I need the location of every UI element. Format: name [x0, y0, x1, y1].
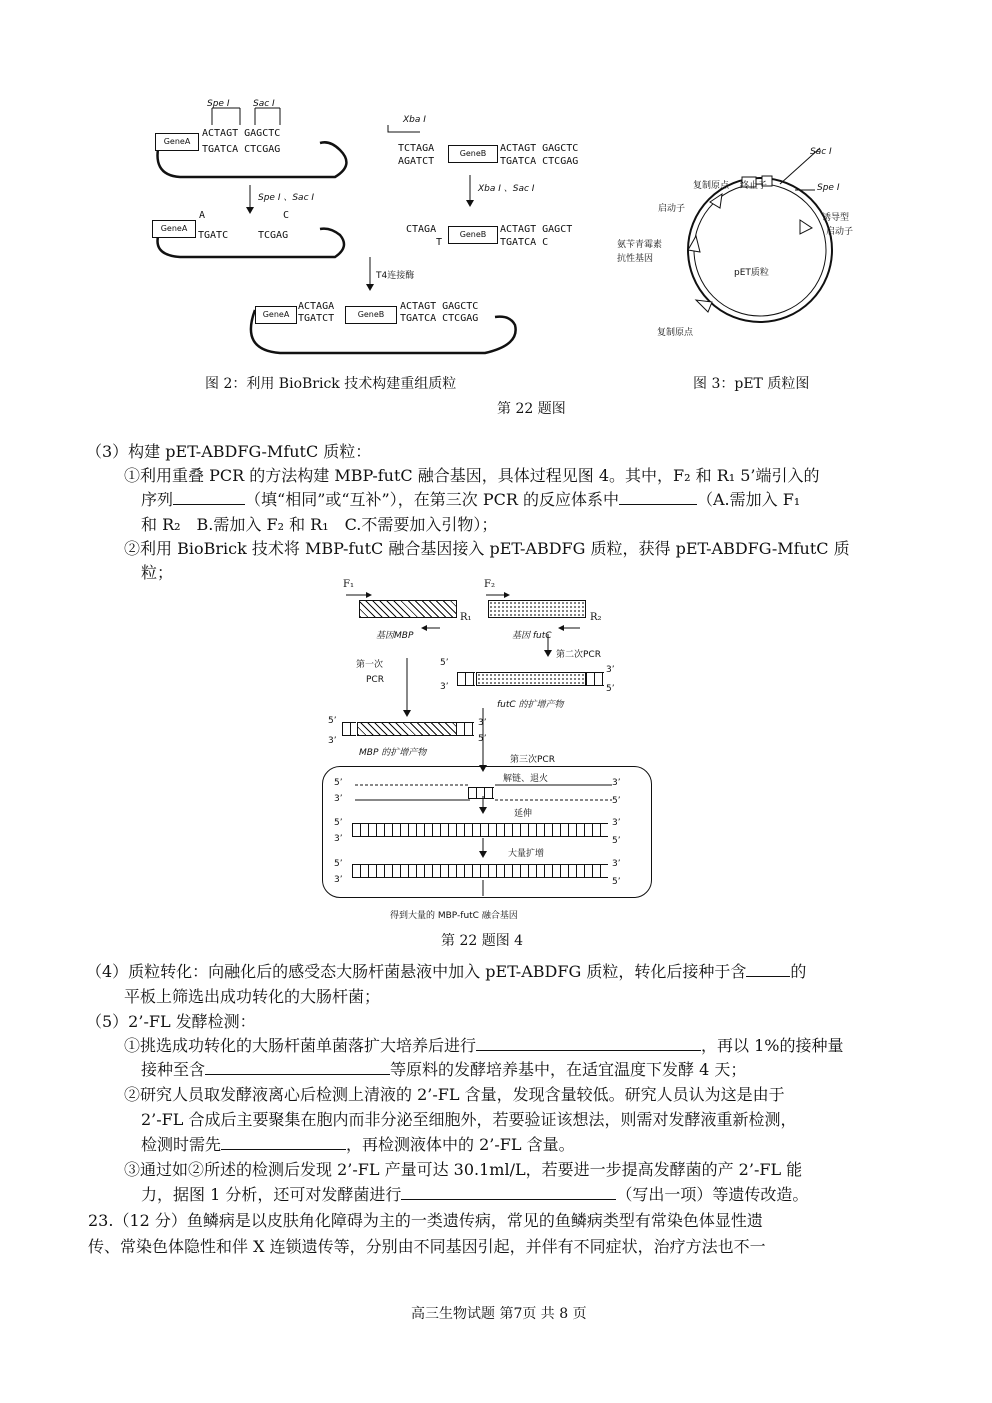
seq-b-left-bot: AGATCT: [398, 156, 435, 167]
gene-mbp-bar: [359, 600, 457, 618]
q5-blank-3[interactable]: [221, 1135, 346, 1150]
f2-label: F₂: [484, 579, 495, 590]
cut-b-left-top: CTAGA: [406, 224, 437, 235]
futc-3p-b: 3’: [440, 682, 449, 692]
pcr3-label: 第三次PCR: [510, 755, 555, 765]
s2-5p-b: 5’: [612, 836, 621, 846]
q3-l2b: （填“相同”或“互补”），在第三次 PCR 的反应体系中: [245, 490, 619, 509]
q3-l2c: （A.需加入 F₁: [696, 490, 801, 509]
gene-b-box: GeneB: [448, 145, 498, 163]
q5-l7b: （写出一项）等遗传改造。: [616, 1185, 809, 1204]
s3-3p-b: 3’: [334, 875, 343, 885]
spe-label: Spe Ⅰ: [207, 99, 230, 109]
gene-futc-label: 基因 futC: [512, 631, 552, 641]
step-extend: 延伸: [514, 809, 533, 819]
q5-line-1: [124, 1035, 844, 1057]
q5-l7a: 力，据图 1 分析，还可对发酵菌进行: [141, 1185, 402, 1204]
step-amplify: 大量扩增: [508, 849, 545, 859]
cut-a-top-left: A: [199, 210, 206, 221]
fig3-amp-1: 氨苄青霉素: [617, 240, 663, 250]
q4-line-1: [86, 961, 806, 983]
pcr1-label-b: PCR: [366, 675, 384, 685]
q4-blank[interactable]: [746, 962, 790, 977]
arrow-a-enzymes: Spe Ⅰ 、Sac Ⅰ: [258, 193, 315, 203]
s1-5p-b: 5’: [612, 796, 621, 806]
fig4-result: 得到大量的 MBP-futC 融合基因: [390, 911, 518, 921]
q3-line-2: [141, 489, 800, 511]
rec-gene-b-box: GeneB: [345, 306, 397, 324]
q3-line-3: 和 R₂ B.需加入 F₂ 和 R₁ C.不需要加入引物）；: [141, 515, 498, 534]
q5-blank-4[interactable]: [401, 1185, 616, 1200]
s1-3p: 3’: [612, 778, 621, 788]
q23-line-2: 传、常染色体隐性和伴 X 连锁遗传等，分别由不同基因引起，并伴有不同症状，治疗方法也不一: [88, 1237, 766, 1256]
figure-4-caption: 第 22 题图 4: [441, 933, 524, 949]
gene-a-box: GeneA: [155, 133, 199, 151]
futc-3p: 3’: [606, 665, 615, 675]
rec-right-top: ACTAGT GAGCTC: [400, 301, 479, 312]
amplified-duplex: [352, 864, 608, 878]
seq-b-right-bot: TGATCA CTCGAG: [500, 156, 579, 167]
mbp-3p: 3’: [328, 736, 337, 746]
q3-l2a: 序列: [141, 490, 174, 509]
seq-a-top: ACTAGT GAGCTC: [202, 128, 281, 139]
q3-line-1: ①利用重叠 PCR 的方法构建 MBP-futC 融合基因，具体过程见图 4。其中，F₂ 和 R₁ 5’端引入的: [124, 466, 820, 485]
mbp-5p: 5’: [328, 716, 337, 726]
r1-label: R₁: [460, 612, 472, 623]
q3-head: （3）构建 pET-ABDFG-MfutC 质粒：: [86, 442, 372, 461]
fig3-sac: Sac Ⅰ: [810, 147, 832, 157]
q23-line-1: 23.（12 分）鱼鳞病是以皮肤角化障碍为主的一类遗传病，常见的鱼鳞病类型有常染色体显性遗: [88, 1211, 763, 1230]
fig3-inducible-2: 启动子: [826, 227, 854, 237]
fig3-terminator: 终止子: [740, 181, 768, 191]
f1-label: F₁: [343, 579, 354, 590]
q5-line-4: 2’-FL 合成后主要聚集在胞内而非分泌至细胞外，若要验证该想法，则需对发酵液重新检测，: [141, 1110, 797, 1129]
mbp-product-bar: [357, 722, 457, 736]
futc-overlap: [457, 672, 475, 686]
q5-line-6: ③通过如②所述的检测后发现 2’-FL 产量可达 30.1ml/L，若要进一步提高发酵菌的产 2’-FL 能: [124, 1160, 803, 1179]
cut-b-left-bot: T: [436, 237, 443, 248]
mbp-start: [342, 722, 356, 736]
cut-a-bot-left: TGATC: [198, 230, 229, 241]
mbp-product-label: MBP 的扩增产物: [359, 748, 427, 758]
s1-3p-b: 3’: [334, 794, 343, 804]
seq-a-bot: TGATCA CTCGAG: [202, 144, 281, 155]
cut-a-bot-right: TCGAG: [258, 230, 289, 241]
fig3-spe: Spe Ⅰ: [817, 183, 840, 193]
s2-3p-b: 3’: [334, 834, 343, 844]
q3-blank-1[interactable]: [173, 490, 245, 505]
r2-label: R₂: [590, 612, 602, 623]
mbp-5p-b: 5’: [478, 734, 487, 744]
q5-line-7: [141, 1184, 808, 1206]
futc-product-bar: [476, 672, 586, 686]
pcr1-label-a: 第一次: [356, 660, 384, 670]
q4-l1b: 的: [790, 962, 807, 981]
sac-label: Sac Ⅰ: [253, 99, 275, 109]
rec-left-bot: TGATCT: [298, 313, 335, 324]
gene-b-cut-box: GeneB: [448, 226, 498, 244]
q3-blank-2[interactable]: [619, 490, 697, 505]
seq-b-left-top: TCTAGA: [398, 143, 435, 154]
pcr2-label: 第二次PCR: [556, 650, 601, 660]
fig3-ori-top: 复制原点: [693, 181, 730, 191]
page-footer: 高三生物试题 第7页 共 8 页: [411, 1306, 587, 1322]
q3-line-4: ②利用 BioBrick 技术将 MBP-futC 融合基因接入 pET-ABDFG 质粒，获得 pET-ABDFG-MfutC 质: [124, 539, 850, 558]
extended-duplex: [352, 823, 608, 837]
q5-line-2: [141, 1059, 746, 1081]
figure-3-caption: 图 3：pET 质粒图: [693, 376, 810, 392]
futc-5p: 5’: [440, 658, 449, 668]
arrow-b-enzymes: Xba Ⅰ 、Sac Ⅰ: [478, 184, 535, 194]
gene-a-cut-box: GeneA: [152, 220, 196, 238]
rec-right-bot: TGATCA CTCGAG: [400, 313, 479, 324]
fig3-center: pET质粒: [734, 268, 769, 278]
q5-blank-1[interactable]: [476, 1036, 701, 1051]
fig3-amp-2: 抗性基因: [617, 254, 654, 264]
mbp-overlap: [456, 722, 474, 736]
q4-line-2: 平板上筛选出成功转化的大肠杆菌；: [124, 987, 381, 1006]
futc-product-label: futC 的扩增产物: [497, 700, 564, 710]
s1-5p: 5’: [334, 778, 343, 788]
q5-l5a: 检测时需先: [141, 1135, 222, 1154]
q5-head: （5）2’-FL 发酵检测：: [86, 1012, 256, 1031]
cut-b-right-bot: TGATCA C: [500, 237, 549, 248]
fig3-inducible-1: 诱导型: [822, 213, 850, 223]
xba-label: Xba Ⅰ: [403, 115, 426, 125]
figure-22-title: 第 22 题图: [497, 401, 566, 417]
s2-3p: 3’: [612, 818, 621, 828]
figure-2-caption: 图 2：利用 BioBrick 技术构建重组质粒: [205, 376, 457, 392]
q5-blank-2[interactable]: [205, 1060, 390, 1075]
cut-a-top-right: C: [283, 210, 290, 221]
q3-line-5: 粒；: [141, 563, 174, 582]
s3-3p: 3’: [612, 859, 621, 869]
step-denature: 解链、退火: [503, 774, 549, 784]
gene-mbp-label: 基因MBP: [376, 631, 414, 641]
q5-l5b: ，再检测液体中的 2’-FL 含量。: [346, 1135, 575, 1154]
q5-l1b: ，再以 1%的接种量: [701, 1036, 844, 1055]
q5-l2a: 接种至含: [141, 1060, 206, 1079]
annealed-overlap: [468, 787, 494, 799]
rec-left-top: ACTAGA: [298, 301, 335, 312]
q5-line-5: [141, 1134, 575, 1156]
s3-5p-b: 5’: [612, 877, 621, 887]
seq-b-right-top: ACTAGT GAGCTC: [500, 143, 579, 154]
ligase-label: T4连接酶: [376, 271, 415, 281]
q5-l2b: 等原料的发酵培养基中，在适宜温度下发酵 4 天；: [390, 1060, 747, 1079]
q5-l1a: ①挑选成功转化的大肠杆菌单菌落扩大培养后进行: [124, 1036, 477, 1055]
q5-line-3: ②研究人员取发酵液离心后检测上清液的 2’-FL 含量，发现含量较低。研究人员认为这是由于: [124, 1085, 785, 1104]
fig3-ori-bottom: 复制原点: [657, 328, 694, 338]
q4-l1a: （4）质粒转化：向融化后的感受态大肠杆菌悬液中加入 pET-ABDFG 质粒，转化后接种于含: [86, 962, 747, 981]
futc-5p-b: 5’: [606, 684, 615, 694]
futc-end: [586, 672, 604, 686]
s3-5p: 5’: [334, 859, 343, 869]
rec-gene-a-box: GeneA: [255, 306, 297, 324]
mbp-3p-b: 3’: [478, 718, 487, 728]
fig3-promoter: 启动子: [658, 204, 686, 214]
gene-futc-bar: [488, 600, 586, 618]
cut-b-right-top: ACTAGT GAGCT: [500, 224, 573, 235]
s2-5p: 5’: [334, 818, 343, 828]
